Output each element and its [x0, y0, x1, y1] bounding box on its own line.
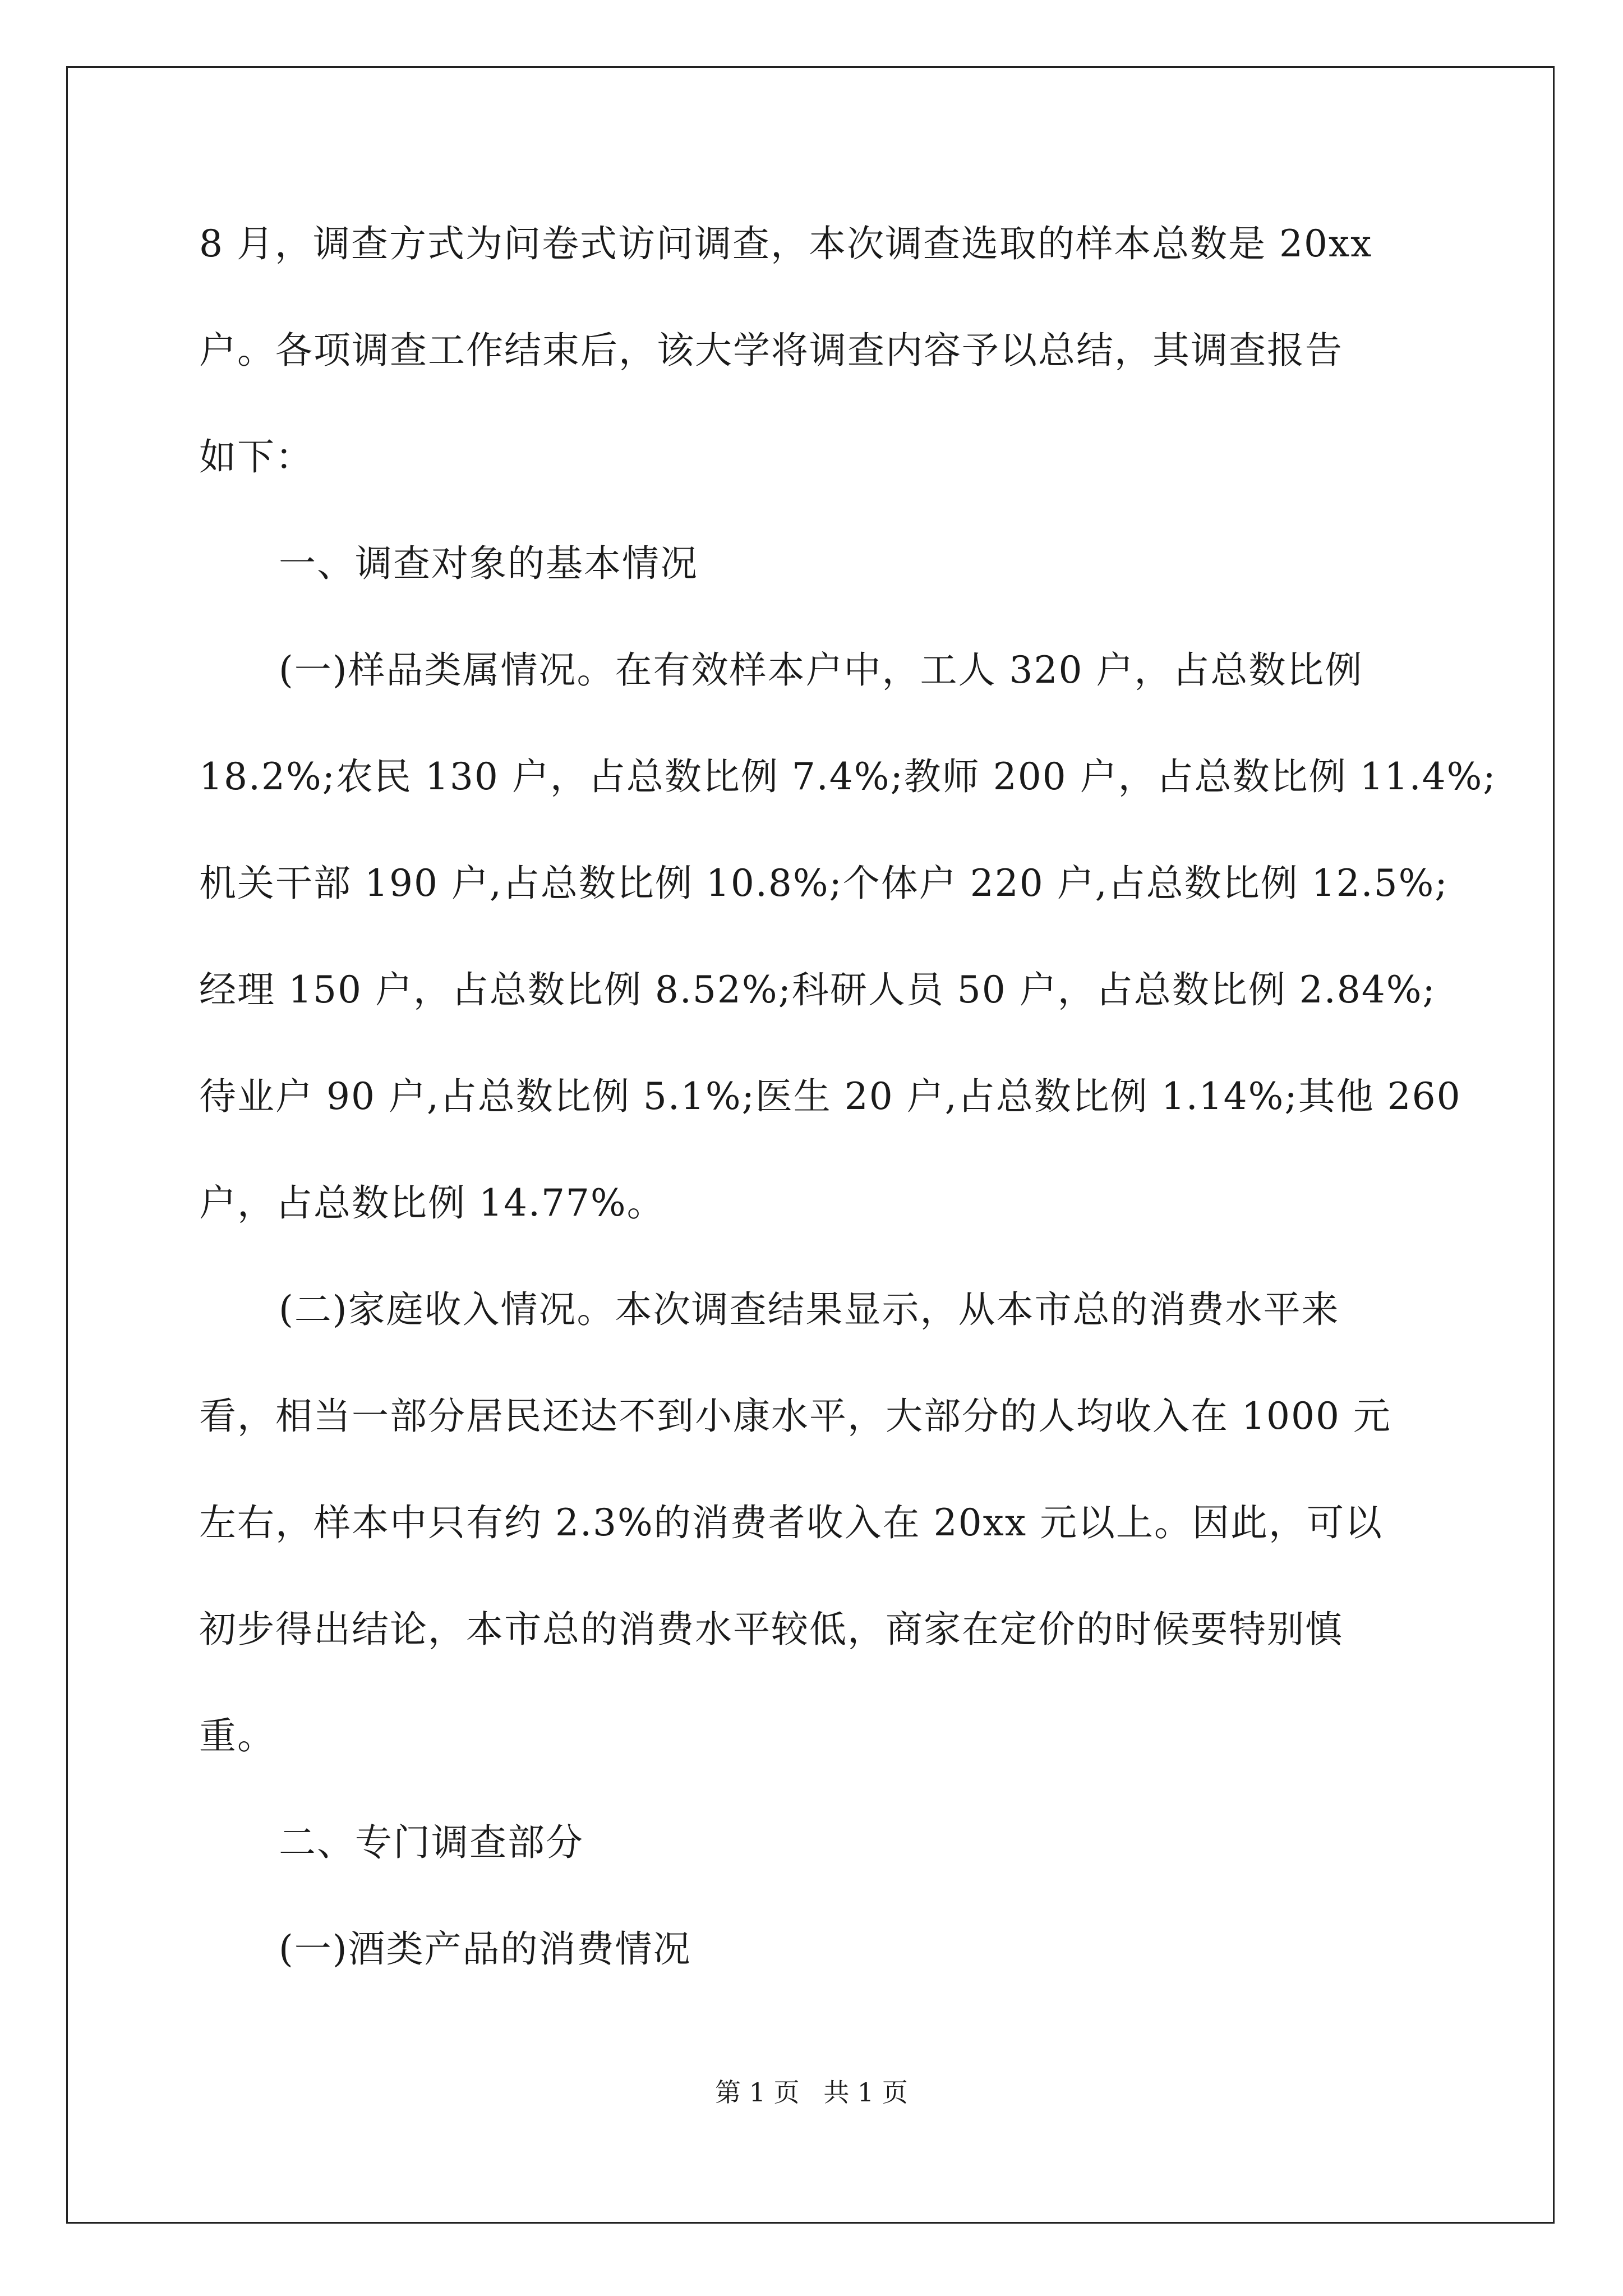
body-line: 待业户 90 户,占总数比例 5.1%;医生 20 户,占总数比例 1.14%;其他 260 [199, 1075, 1461, 1118]
body-line: 8 月，调查方式为问卷式访问调查，本次调查选取的样本总数是 20xx [199, 222, 1373, 265]
body-line: 看，相当一部分居民还达不到小康水平，大部分的人均收入在 1000 元 [199, 1395, 1391, 1438]
section-heading: 一、调查对象的基本情况 [279, 542, 698, 585]
body-line: (一)样品类属情况。在有效样本户中，工人 320 户，占总数比例 [279, 648, 1363, 692]
page-border [66, 66, 1555, 2224]
body-line: 经理 150 户，占总数比例 8.52%;科研人员 50 户，占总数比例 2.84%; [199, 968, 1436, 1011]
body-line: 左右，样本中只有约 2.3%的消费者收入在 20xx 元以上。因此，可以 [199, 1501, 1384, 1544]
body-line: 重。 [199, 1714, 275, 1757]
page-total: 共 1 页 [823, 2077, 908, 2108]
subsection-heading: (一)酒类产品的消费情况 [279, 1927, 691, 1971]
body-line: 如下： [199, 435, 313, 478]
body-line: 户，占总数比例 14.77%。 [199, 1181, 665, 1225]
body-line: 初步得出结论，本市总的消费水平较低，商家在定价的时候要特别慎 [199, 1608, 1343, 1651]
page-number: 第 1 页 [715, 2077, 800, 2108]
body-line: 户。各项调查工作结束后，该大学将调查内容予以总结，其调查报告 [199, 329, 1343, 372]
body-line: 18.2%;农民 130 户，占总数比例 7.4%;教师 200 户，占总数比例 11.4%; [199, 755, 1497, 798]
body-line: 机关干部 190 户,占总数比例 10.8%;个体户 220 户,占总数比例 12.5%; [199, 862, 1449, 905]
section-heading: 二、专门调查部分 [279, 1821, 584, 1864]
body-line: (二)家庭收入情况。本次调查结果显示，从本市总的消费水平来 [279, 1288, 1340, 1331]
page-footer [0, 2076, 1623, 2109]
